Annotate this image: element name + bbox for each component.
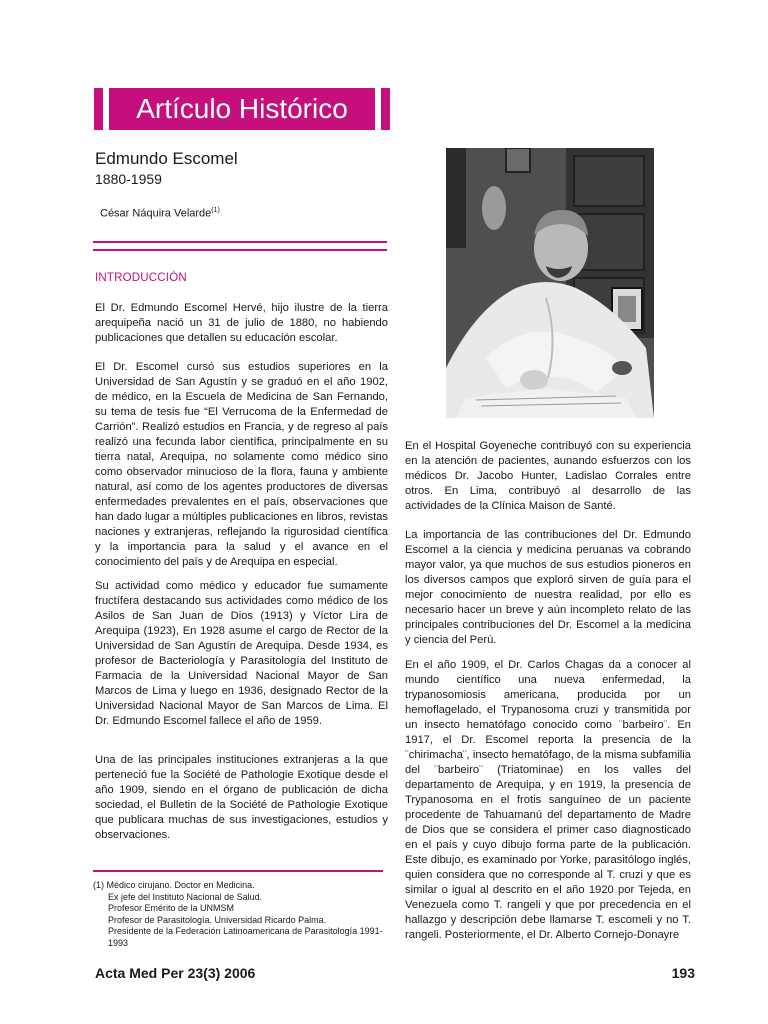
section-label: Artículo Histórico	[136, 93, 348, 124]
journal-citation: Acta Med Per 23(3) 2006	[95, 965, 256, 981]
footnote-line: Profesor Emérito de la UNMSM	[108, 903, 235, 913]
footnote-line	[93, 880, 393, 892]
author-note-marker: (1)	[211, 207, 220, 214]
author-name: César Náquira Velarde	[100, 207, 212, 220]
article-title: Edmundo Escomel	[95, 149, 238, 168]
left-paragraph-1: El Dr. Edmundo Escomel Hervé, hijo ilustre de la tierra arequipeña nació un 31 de julio de 1880, no habiendo publicaciones que detallen su educación escolar.	[95, 302, 388, 344]
header-rule-bottom	[93, 249, 387, 251]
right-paragraph-2: La importancia de las contribuciones del Dr. Edmundo Escomel a la ciencia y medicina peruanas va cobrando mayor valor, ya que muchos de sus estudios pioneros en los diversos campos que exploró sirven de guía para el mejor conocimiento de nuestra realidad, por ello es necesario hacer un breve y aún incompleto relato de las principales contribuciones del Dr. Escomel a la medicina y ciencia del Perú.	[405, 529, 691, 646]
header-rule-top	[93, 241, 387, 243]
footnote-line: Presidente de la Federación Latinoamericana de Parasitología 1991-1993	[108, 926, 383, 948]
footnote-marker: (1)	[93, 880, 104, 890]
footnote-line: Profesor de Parasitología. Universidad Ricardo Palma.	[108, 914, 327, 925]
right-paragraph-3: En el año 1909, el Dr. Carlos Chagas da a conocer al mundo científico una nueva enfermedad, la trypanosomiosis americana, producida por un hemoflagelado, el Trypanosoma cruzi y transmitida por un insecto hematófago conocido como ¨barbeiro¨. En 1917, el Dr. Escomel reporta la presencia de la ¨chirimacha¨, insecto hematófago, de la misma subfamilia del ¨barbeiro¨ (Triatominae) en los valles del departamento de Arequipa, y en 1919, la presencia de Trypanosoma en el frotis sanguíneo de un paciente procedente de Tahuamanú del departamento de Madre de Dios que se considera el primer caso diagnosticado en el país y cuyo dibujo forma parte de la publicación. Este dibujo, es examinado por Yorke, parasitólogo inglés, quien considera que no corresponde al T. cruzi y que es similar o igual al descrito en el año 1920 por Tejeda, en Venezuela como T. rangeli y que por precedencia en el hallazgo y descripción debe llamarse T. escomeli y no T. rangeli. Posteriormente, el Dr. Alberto Cornejo-Donayre	[405, 659, 691, 941]
author-line	[100, 207, 220, 220]
banner-right-bar	[381, 88, 390, 130]
article-years: 1880-1959	[95, 171, 162, 187]
portrait-photo	[446, 148, 654, 418]
footnotes	[93, 880, 393, 949]
section-banner	[94, 88, 390, 130]
footnote-rule	[93, 870, 383, 872]
banner-body	[109, 88, 375, 130]
left-paragraph-4: Una de las principales instituciones extranjeras a la que perteneció fue la Société de Pathologie Exotique desde el año 1909, siendo en el órgano de publicación de dicha sociedad, el Bulletin de la Société de Pathologie Exotique que publicara muchas de sus investigaciones, estudios y observaciones.	[95, 754, 388, 841]
left-paragraph-3: Su actividad como médico y educador fue sumamente fructífera destacando sus actividades como médico de los Asilos de San Juan de Dios (1913) y Víctor Lira de Arequipa (1923), En 1928 asume el cargo de Rector de la Universidad de San Agustín de Arequipa. Desde 1934, es profesor de Bacteriología y Parasitología del Instituto de Farmacia de la Universidad Nacional Mayor de San Marcos de Lima y luego en 1936, designado Rector de la Universidad Nacional Mayor de San Marcos de Lima. El Dr. Edmundo Escomel fallece el año de 1959.	[95, 580, 388, 727]
section-heading: INTRODUCCIÓN	[95, 272, 187, 284]
left-paragraph-2: El Dr. Escomel cursó sus estudios superiores en la Universidad de San Agustín y se graduó en el año 1902, de médico, en la Escuela de Medicina de San Fernando, su tema de tesis fue “El Verrucoma de la Enfermedad de Carrión”. Realizó estudios en Francia, y de regreso al país realizó una fecunda labor científica, principalmente en su tierra natal, Arequipa, no solamente como médico sino como observador minucioso de la flora, fauna y ambiente natural, así como de los agentes productores de diversas enfermedades prevalentes en el país, observaciones que han dado lugar a múltiples publicaciones en libros, revistas naciones y extranjeras, reflejando la rigurosidad científica y la importancia para la salud y el avance en el conocimiento del país y de Arequipa en especial.	[95, 361, 388, 568]
right-paragraph-1: En el Hospital Goyeneche contribuyó con su experiencia en la atención de pacientes, aunando esfuerzos con los médicos Dr. Jacobo Hunter, Ladislao Corrales entre otros. En Lima, contribuyó al desarrollo de las actividades de la Clínica Maison de Santé.	[405, 440, 691, 512]
banner-left-bar	[94, 88, 103, 130]
footnote-line: Ex jefe del Instituto Nacional de Salud.	[108, 891, 263, 902]
page-number: 193	[671, 965, 695, 981]
footnote-text: Médico cirujano. Doctor en Medicina.	[106, 880, 255, 890]
